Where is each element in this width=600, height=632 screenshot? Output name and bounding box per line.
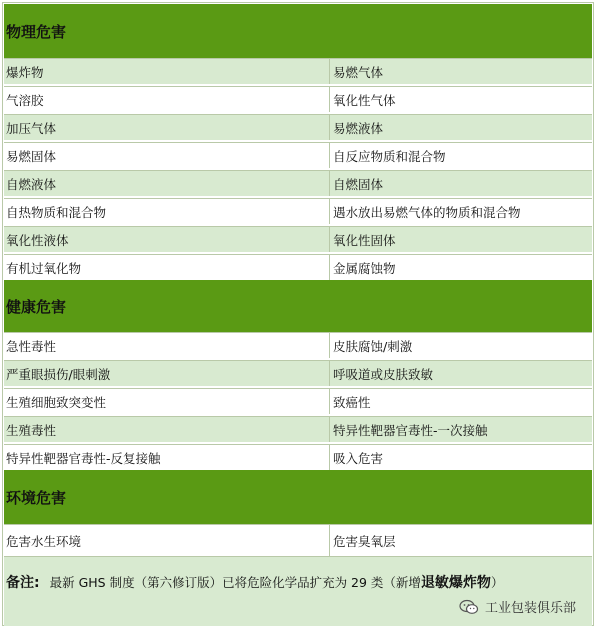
table-cell: 自反应物质和混合物	[333, 148, 446, 164]
table-row	[4, 254, 592, 280]
section-title: 物理危害	[6, 22, 67, 41]
note-label: 备注:	[6, 575, 40, 591]
table-cell: 自燃液体	[4, 171, 330, 196]
table-row	[4, 226, 592, 252]
table-cell: 氧化性液体	[4, 227, 330, 252]
table-cell: 致癌性	[333, 394, 371, 410]
table-cell: 自热物质和混合物	[4, 199, 330, 224]
table-cell: 皮肤腐蚀/刺激	[333, 338, 413, 354]
note-text: 最新 GHS 制度（第六修订版）已将危险化学品扩充为 29 类（新增	[49, 575, 421, 590]
table-row	[4, 198, 592, 224]
table-cell: 特异性靶器官毒性-一次接触	[333, 422, 488, 438]
table-cell: 危害臭氧层	[333, 533, 396, 549]
table-cell: 吸入危害	[333, 450, 384, 466]
table-row	[4, 444, 592, 470]
table-row	[4, 388, 592, 414]
table-row	[4, 416, 592, 442]
ghs-table	[2, 2, 594, 626]
table-row	[4, 360, 592, 386]
table-cell: 生殖细胞致突变性	[4, 389, 330, 414]
note-close: ）	[490, 575, 504, 590]
table-cell: 生殖毒性	[4, 417, 330, 442]
watermark	[459, 597, 576, 616]
table-cell: 遇水放出易燃气体的物质和混合物	[333, 204, 521, 220]
table-cell: 严重眼损伤/眼刺激	[4, 361, 330, 386]
table-row	[4, 142, 592, 168]
note-line	[6, 572, 503, 592]
table-cell: 有机过氧化物	[4, 255, 330, 280]
table-row	[4, 524, 592, 556]
table-cell: 易燃液体	[333, 120, 384, 136]
section-header-environment	[4, 470, 592, 524]
table-cell: 气溶胶	[4, 87, 330, 112]
table-cell: 加压气体	[4, 115, 330, 140]
section-title: 环境危害	[6, 488, 67, 507]
table-row	[4, 332, 592, 358]
note-box	[4, 556, 592, 626]
section-header-health	[4, 280, 592, 332]
table-cell: 急性毒性	[4, 333, 330, 358]
table-row	[4, 58, 592, 84]
section-title: 健康危害	[6, 297, 67, 316]
table-cell: 呼吸道或皮肤致敏	[333, 366, 434, 382]
note-highlight: 退敏爆炸物	[420, 575, 491, 591]
table-row	[4, 170, 592, 196]
table-cell: 爆炸物	[4, 59, 330, 84]
table-cell: 易燃气体	[333, 64, 384, 80]
table-cell: 氧化性气体	[333, 92, 396, 108]
table-cell: 金属腐蚀物	[333, 260, 396, 276]
section-header-physical	[4, 4, 592, 58]
table-row	[4, 86, 592, 112]
table-cell: 氧化性固体	[333, 232, 396, 248]
table-cell: 自燃固体	[333, 176, 384, 192]
table-row	[4, 114, 592, 140]
table-cell: 易燃固体	[4, 143, 330, 168]
table-cell: 特异性靶器官毒性-反复接触	[4, 445, 330, 470]
wechat-icon	[459, 599, 479, 615]
watermark-text: 工业包装俱乐部	[484, 601, 576, 616]
table-cell: 危害水生环境	[4, 525, 330, 556]
